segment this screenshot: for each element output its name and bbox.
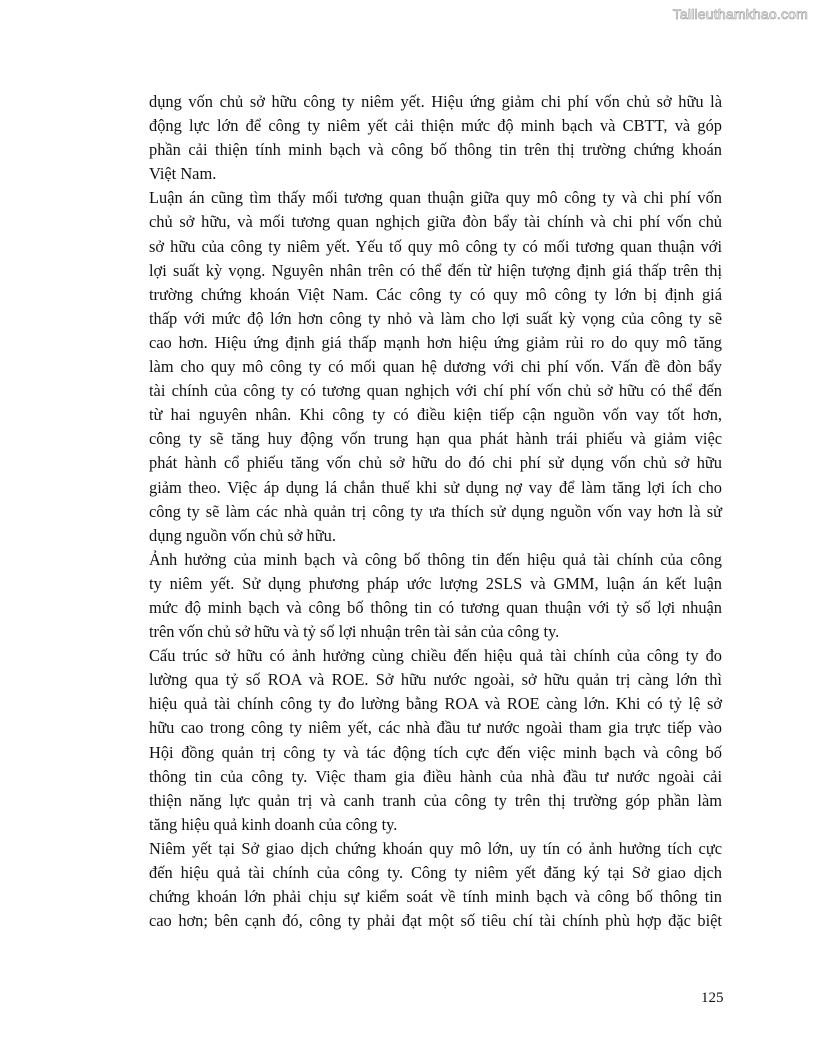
paragraph [149, 186, 722, 547]
paragraph [149, 548, 722, 644]
text-line: tăng hiệu quả kinh doanh của công ty. [149, 814, 398, 834]
text-line: phần cải thiện tính minh bạch và công bố thông tin trên thị trường chứng khoán [149, 140, 722, 160]
text-line: thông tin của công ty. Việc tham gia điều hành của nhà đầu tư nước ngoài cải [149, 766, 722, 786]
text-line: chứng khoán lớn phải chịu sự kiểm soát về tính minh bạch và công bố thông tin [149, 887, 722, 907]
text-line: Ảnh hưởng của minh bạch và công bố thông tin đến hiệu quả tài chính của công [149, 549, 722, 569]
text-line: trên vốn chủ sở hữu và tỷ số lợi nhuận trên tài sản của công ty. [149, 622, 560, 642]
text-line: thấp với mức độ lớn hơn công ty nhỏ và làm cho lợi suất kỳ vọng của công ty sẽ [149, 308, 722, 328]
document-body [149, 90, 722, 933]
text-line: phát hành cổ phiếu tăng vốn chủ sở hữu do đó chi phí sử dụng vốn chủ sở hữu [149, 453, 722, 473]
text-line: động lực lớn để công ty niêm yết cải thiện mức độ minh bạch và CBTT, và góp [149, 116, 722, 136]
text-line: thiện năng lực quản trị và canh tranh của công ty trên thị trường góp phần làm [149, 790, 722, 810]
text-line: đến hiệu quả tài chính của công ty. Công ty niêm yết đăng ký tại Sở giao dịch [149, 863, 722, 882]
text-line: tài chính của công ty có tương quan nghịch với chí phí vốn chủ sở hữu có thể đến [149, 381, 722, 401]
text-line: Cấu trúc sở hữu có ảnh hưởng cùng chiều đến hiệu quả tài chính của công ty đo [149, 646, 722, 666]
text-line: lường qua tỷ số ROA và ROE. Sở hữu nước ngoài, sở hữu quản trị càng lớn thì [149, 670, 722, 690]
text-line: mức độ minh bạch và công bố thông tin có tương quan thuận với tỷ số lợi nhuận [149, 597, 722, 617]
text-line: Việt Nam. [149, 164, 217, 184]
text-line: cao hơn; bên cạnh đó, công ty phải đạt một số tiêu chí tài chính phù hợp đặc biệt [149, 911, 722, 931]
watermark: Tailieuthamkhao.com [672, 6, 808, 22]
text-line: công ty sẽ làm các nhà quản trị công ty ưa thích sử dụng nguồn vốn vay hơn là sử [149, 501, 722, 521]
text-line: hiệu quả tài chính công ty đo lường bằng ROA và ROE càng lớn. Khi có tỷ lệ sở [149, 694, 722, 714]
text-line: dụng vốn chủ sở hữu công ty niêm yết. Hiệu ứng giảm chi phí vốn chủ sở hữu là [149, 92, 722, 111]
text-line: trường chứng khoán Việt Nam. Các công ty có quy mô công ty lớn bị định giá [149, 284, 722, 304]
text-line: công ty sẽ tăng huy động vốn trung hạn qua phát hành trái phiếu và giảm việc [149, 429, 722, 449]
text-line: làm cho quy mô công ty có mối quan hệ dương với chi phí vốn. Vấn đề đòn bẩy [149, 357, 722, 377]
text-line: chủ sở hữu, và mối tương quan nghịch giữa đòn bẩy tài chính và chi phí vốn chủ [149, 212, 722, 232]
text-line: từ hai nguyên nhân. Khi công ty có điều kiện tiếp cận nguồn vốn vay tốt hơn, [149, 405, 722, 425]
paragraph [149, 644, 722, 837]
text-line: Luận án cũng tìm thấy mối tương quan thuận giữa quy mô công ty và chi phí vốn [149, 188, 722, 208]
text-line: giảm theo. Việc áp dụng lá chắn thuế khi sử dụng nợ vay để làm tăng lợi ích cho [149, 477, 722, 497]
paragraph [149, 837, 722, 933]
text-line: lợi suất kỳ vọng. Nguyên nhân trên có thể đến từ hiện tượng định giá thấp trên thị [149, 260, 722, 280]
paragraph [149, 90, 722, 186]
page-number: 125 [701, 990, 724, 1006]
text-line: dụng nguồn vốn chủ sở hữu. [149, 525, 336, 545]
text-line: sở hữu của công ty niêm yết. Yếu tố quy mô công ty có mối tương quan thuận với [149, 236, 722, 256]
text-line: Hội đồng quản trị công ty và tác động tích cực đến việc minh bạch và công bố [149, 742, 722, 762]
text-line: Niêm yết tại Sở giao dịch chứng khoán quy mô lớn, uy tín có ảnh hưởng tích cực [149, 838, 722, 858]
text-line: cao hơn. Hiệu ứng định giá thấp mạnh hơn hiệu ứng giảm rủi ro do quy mô tăng [149, 332, 722, 352]
text-line: hữu cao trong công ty niêm yết, các nhà đầu tư nước ngoài tham gia trực tiếp vào [149, 718, 722, 738]
text-line: ty niêm yết. Sử dụng phương pháp ước lượng 2SLS và GMM, luận án kết luận [149, 573, 722, 593]
